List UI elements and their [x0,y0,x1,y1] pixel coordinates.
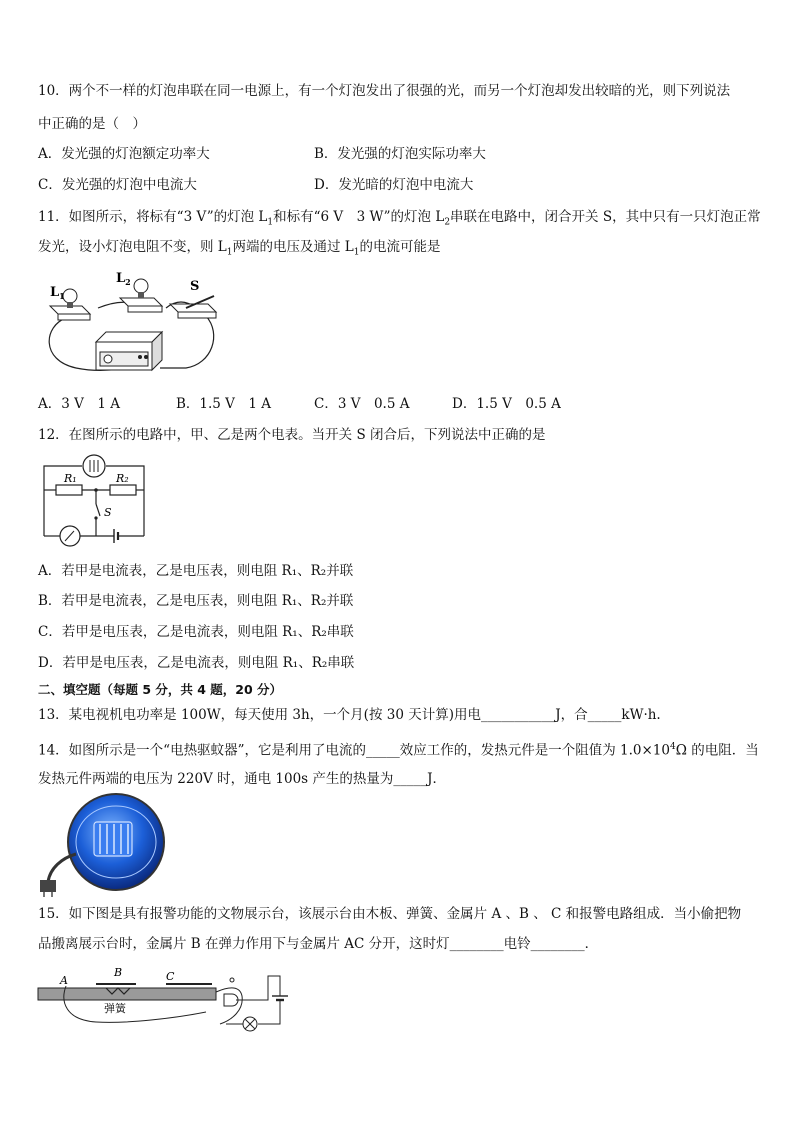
q10-option-a: A．发光强的灯泡额定功率大 [38,146,210,162]
q11-option-c: C．3 V 0.5 A [314,396,410,412]
q15-fig-label-a: A [60,974,68,987]
q13-stem: 13．某电视机电功率是 100W，每天使用 3h，一个月(按 30 天计算)用电___________J，合_____kW·h. [38,707,661,723]
q12-option-a: A．若甲是电流表，乙是电压表，则电阻 R₁、R₂并联 [38,563,354,579]
q12-fig-label-r1: R₁ [64,472,77,485]
q12-circuit-figure [38,452,150,548]
q11-fig-label-l1: $L_1$ [50,285,65,301]
q12-fig-label-r2: R₂ [116,472,129,485]
q15-stem-line2: 品搬离展示台时，金属片 B 在弹力作用下与金属片 AC 分开，这时灯________电铃________． [38,936,599,952]
q14-stem-line2: 发热元件两端的电压为 220V 时，通电 100s 产生的热量为_____J． [38,771,447,787]
q10-stem-line1: 10．两个不一样的灯泡串联在同一电源上，有一个灯泡发出了很强的光，而另一个灯泡却发出较暗的光，则下列说法 [38,83,731,99]
q10-stem-line2: 中正确的是（ ） [38,116,146,132]
q10-option-c: C．发光强的灯泡中电流大 [38,177,197,193]
q11-fig-label-l2: $L_2$ [116,271,131,287]
q12-option-c: C．若甲是电压表，乙是电流表，则电阻 R₁、R₂串联 [38,624,354,640]
q12-stem: 12．在图所示的电路中，甲、乙是两个电表。当开关 S 闭合后，下列说法中正确的是 [38,427,546,443]
q15-fig-label-spring: 弹簧 [104,1002,126,1015]
q12-fig-label-s: S [104,506,112,519]
section-2-title: 二、填空题（每题 5 分，共 4 题，20 分） [38,682,283,697]
q12-option-b: B．若甲是电流表，乙是电压表，则电阻 R₁、R₂并联 [38,593,354,609]
q12-option-d: D．若甲是电压表，乙是电流表，则电阻 R₁、R₂串联 [38,655,355,671]
q15-alarm-circuit-figure [36,962,300,1038]
q11-option-b: B．1.5 V 1 A [176,396,272,412]
q14-stem-line1: 14．如图所示是一个“电热驱蚊器”，它是利用了电流的_____效应工作的，发热元件是一个阻值为 $1.0\times 10^4\Omega$ 的电阻．当 [38,742,759,759]
q11-stem-line2: 发光，设小灯泡电阻不变，则 $L_1$两端的电压及通过 $L_1$的电流可能是 [38,239,441,258]
q15-fig-label-b: B [114,966,123,979]
q11-circuit-figure [36,268,226,380]
q11-stem-line1: 11．如图所示，将标有“3 V”的灯泡 $L_1$和标有“6 V 3 W”的灯泡 $L_2$串联在电路中，闭合开关 S，其中只有一只灯泡正常 [38,209,761,228]
q10-option-b: B．发光强的灯泡实际功率大 [314,146,486,162]
q11-option-d: D．1.5 V 0.5 A [452,396,561,412]
q11-option-a: A．3 V 1 A [38,396,121,412]
q14-mosquito-heater-photo [36,792,170,898]
q15-fig-label-c: C [166,970,175,983]
q15-stem-line1: 15．如下图是具有报警功能的文物展示台，该展示台由木板、弹簧、金属片 A 、B 、 C 和报警电路组成．当小偷把物 [38,906,742,922]
q10-option-d: D．发光暗的灯泡中电流大 [314,177,474,193]
q11-fig-label-s: S [190,279,200,294]
